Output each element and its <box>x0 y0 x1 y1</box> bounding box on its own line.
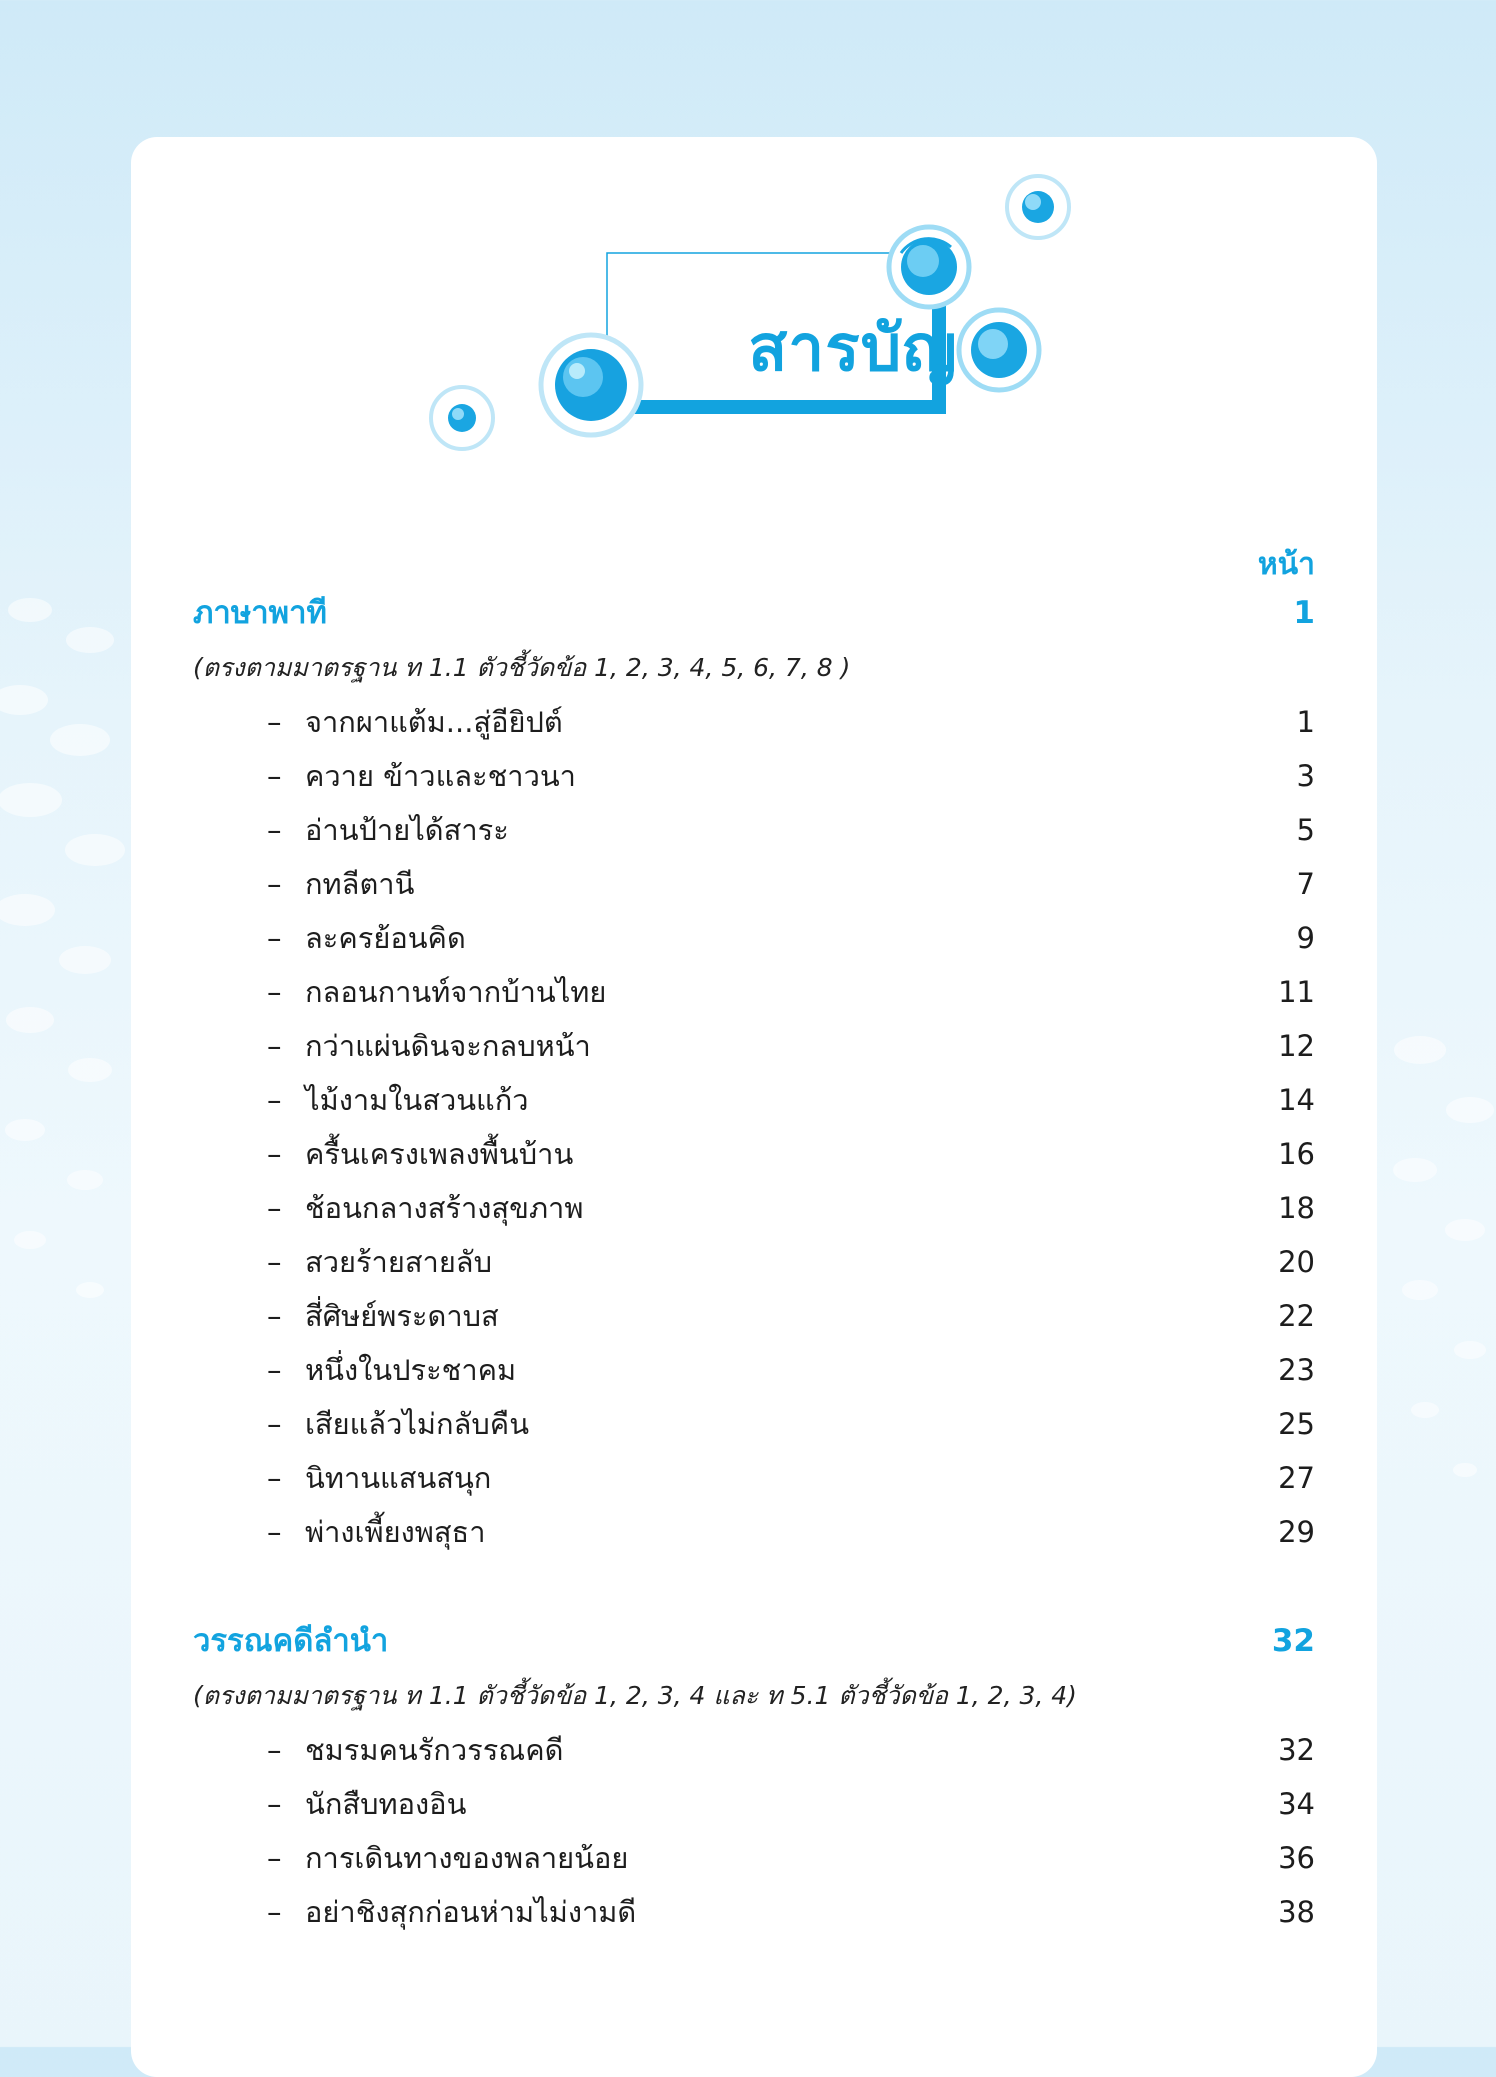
toc-entry[interactable] <box>193 1723 1315 1777</box>
section-heading[interactable] <box>193 1615 1315 1669</box>
dash-bullet: – <box>267 1787 282 1821</box>
dash-bullet: – <box>267 1191 282 1225</box>
toc-entry[interactable] <box>193 911 1315 965</box>
entry-label: พ่างเพี้ยงพสุธา <box>305 1515 486 1549</box>
entry-page: 27 <box>1278 1461 1315 1495</box>
toc-entry[interactable] <box>193 1885 1315 1939</box>
entry-page: 12 <box>1278 1029 1315 1063</box>
toc-entry[interactable] <box>193 695 1315 749</box>
toc-entry[interactable] <box>193 1451 1315 1505</box>
dash-bullet: – <box>267 921 282 955</box>
entry-label: ช้อนกลางสร้างสุขภาพ <box>305 1191 584 1225</box>
dash-bullet: – <box>267 1353 282 1387</box>
toc-card <box>131 137 1377 2077</box>
entry-page: 34 <box>1278 1787 1315 1821</box>
entry-label: กลอนกานท์จากบ้านไทย <box>305 975 607 1009</box>
toc-section-language <box>193 587 1315 1559</box>
bubble-top-corner-icon <box>889 227 969 307</box>
section-note: (ตรงตามมาตรฐาน ท 1.1 ตัวชี้วัดข้อ 1, 2, 3, 4, 5, 6, 7, 8 ) <box>193 653 851 682</box>
toc-section-literature <box>193 1615 1315 1939</box>
toc-entry[interactable] <box>193 965 1315 1019</box>
dash-bullet: – <box>267 1029 282 1063</box>
entry-page: 25 <box>1278 1407 1315 1441</box>
entry-page: 16 <box>1278 1137 1315 1171</box>
entry-page: 9 <box>1296 921 1315 955</box>
entry-label: ไม้งามในสวนแก้ว <box>305 1083 529 1117</box>
toc-entry[interactable] <box>193 803 1315 857</box>
entry-label: กว่าแผ่นดินจะกลบหน้า <box>305 1029 591 1063</box>
entry-page: 23 <box>1278 1353 1315 1387</box>
toc-entry[interactable] <box>193 1343 1315 1397</box>
entry-page: 5 <box>1296 813 1315 847</box>
dash-bullet: – <box>267 1083 282 1117</box>
section-title: วรรณคดีลำนำ <box>193 1623 389 1659</box>
entry-page: 36 <box>1278 1841 1315 1875</box>
dash-bullet: – <box>267 759 282 793</box>
entry-page: 7 <box>1296 867 1315 901</box>
entry-label: ละครย้อนคิด <box>305 921 466 955</box>
toc-entry[interactable] <box>193 1181 1315 1235</box>
toc-entry[interactable] <box>193 1019 1315 1073</box>
section-page: 1 <box>1293 595 1315 631</box>
dash-bullet: – <box>267 1137 282 1171</box>
dash-bullet: – <box>267 1895 282 1929</box>
entry-label: สวยร้ายสายลับ <box>305 1245 492 1279</box>
section-page: 32 <box>1271 1623 1315 1659</box>
section-heading[interactable] <box>193 587 1315 641</box>
toc-entry[interactable] <box>193 1777 1315 1831</box>
entry-page: 32 <box>1278 1733 1315 1767</box>
toc-entry[interactable] <box>193 1505 1315 1559</box>
entry-page: 3 <box>1296 759 1315 793</box>
entry-label: อ่านป้ายได้สาระ <box>305 813 509 847</box>
entry-page: 1 <box>1296 705 1315 739</box>
page-title: สารบัญ <box>748 312 958 386</box>
bubble-large-left-icon <box>541 335 641 435</box>
dash-bullet: – <box>267 867 282 901</box>
page-column-header: หน้า <box>1257 547 1315 582</box>
toc-entry[interactable] <box>193 1127 1315 1181</box>
entry-label: เสียแล้วไม่กลับคืน <box>305 1407 530 1441</box>
entry-label: ครื้นเครงเพลงพื้นบ้าน <box>305 1137 574 1171</box>
toc-entry[interactable] <box>193 857 1315 911</box>
dash-bullet: – <box>267 1515 282 1549</box>
entry-page: 20 <box>1278 1245 1315 1279</box>
dash-bullet: – <box>267 705 282 739</box>
bubble-small-left-icon <box>431 387 493 449</box>
dash-bullet: – <box>267 1245 282 1279</box>
toc-entry[interactable] <box>193 1397 1315 1451</box>
dash-bullet: – <box>267 1733 282 1767</box>
entry-label: การเดินทางของพลายน้อย <box>305 1841 629 1875</box>
section-note: (ตรงตามมาตรฐาน ท 1.1 ตัวชี้วัดข้อ 1, 2, 3, 4 และ ท 5.1 ตัวชี้วัดข้อ 1, 2, 3, 4) <box>193 1681 1077 1710</box>
toc-entry[interactable] <box>193 749 1315 803</box>
dash-bullet: – <box>267 975 282 1009</box>
entry-page: 11 <box>1278 975 1315 1009</box>
toc-entry[interactable] <box>193 1073 1315 1127</box>
toc-entry[interactable] <box>193 1831 1315 1885</box>
section-title: ภาษาพาที <box>193 595 327 631</box>
entry-label: กทลีตานี <box>305 867 415 901</box>
dash-bullet: – <box>267 813 282 847</box>
entry-page: 29 <box>1278 1515 1315 1549</box>
dash-bullet: – <box>267 1461 282 1495</box>
entry-label: สี่ศิษย์พระดาบส <box>305 1299 499 1333</box>
toc-entry[interactable] <box>193 1235 1315 1289</box>
dash-bullet: – <box>267 1299 282 1333</box>
toc-entry[interactable] <box>193 1289 1315 1343</box>
entry-page: 22 <box>1278 1299 1315 1333</box>
entry-label: หนึ่งในประชาคม <box>305 1353 517 1387</box>
entry-page: 14 <box>1278 1083 1315 1117</box>
entry-page: 18 <box>1278 1191 1315 1225</box>
entry-label: ควาย ข้าวและชาวนา <box>305 759 576 793</box>
entry-label: อย่าชิงสุกก่อนห่ามไม่งามดี <box>305 1895 637 1929</box>
entry-label: นิทานแสนสนุก <box>305 1461 492 1495</box>
entry-label: นักสืบทองอิน <box>305 1787 467 1821</box>
entry-label: จากผาแต้ม...สู่อียิปต์ <box>305 705 563 739</box>
dash-bullet: – <box>267 1841 282 1875</box>
entry-page: 38 <box>1278 1895 1315 1929</box>
bubble-top-right-icon <box>1007 176 1069 238</box>
dash-bullet: – <box>267 1407 282 1441</box>
entry-label: ชมรมคนรักวรรณคดี <box>305 1733 564 1767</box>
